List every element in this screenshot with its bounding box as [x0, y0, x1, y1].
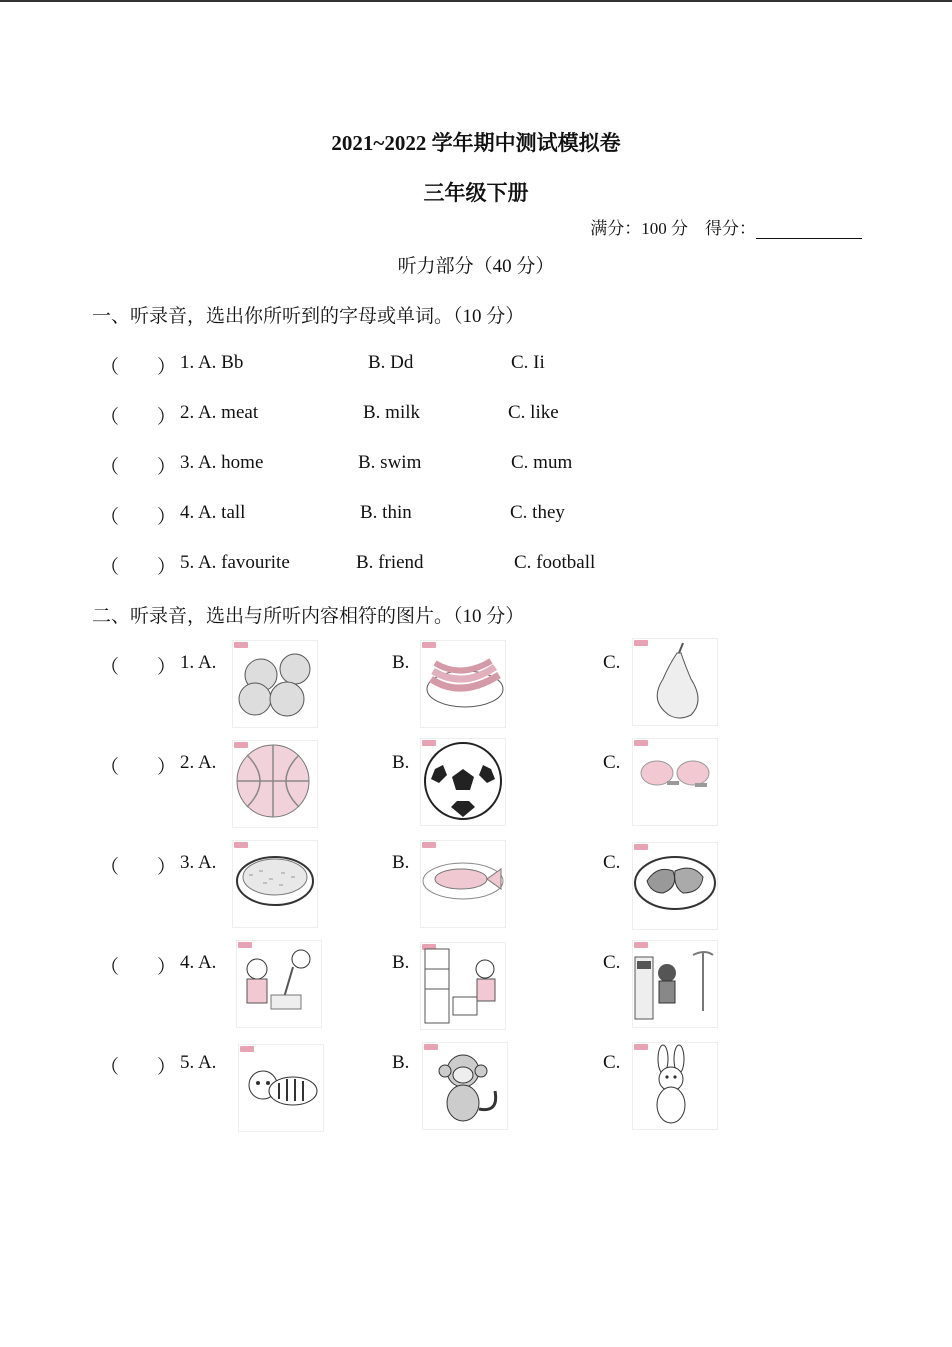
- girl-walking-icon[interactable]: [632, 940, 718, 1028]
- basketball-icon[interactable]: [232, 740, 318, 828]
- girl-shopping-icon[interactable]: [420, 942, 506, 1030]
- option-a: 4. A. tall: [180, 502, 246, 523]
- pear-icon[interactable]: [632, 638, 718, 726]
- football-icon[interactable]: [420, 738, 506, 826]
- answer-paren[interactable]: （ ）: [100, 357, 177, 378]
- monkey-icon[interactable]: [422, 1042, 508, 1130]
- listening-part-heading: 听力部分（40 分）: [397, 256, 555, 277]
- option-b: B. thin: [360, 502, 412, 523]
- option-c: C. they: [510, 502, 565, 523]
- answer-paren[interactable]: （ ）: [100, 507, 177, 528]
- meat-plate-icon[interactable]: [632, 842, 718, 930]
- option-a-label: 5. A.: [180, 1052, 217, 1073]
- option-b-label: B.: [392, 1052, 410, 1073]
- option-c: C. mum: [511, 452, 573, 473]
- answer-paren[interactable]: （ ）: [100, 757, 177, 778]
- ping-pong-icon[interactable]: [632, 738, 718, 826]
- score-line: [590, 214, 862, 239]
- rabbit-icon[interactable]: [632, 1042, 718, 1130]
- answer-paren[interactable]: （ ）: [100, 407, 177, 428]
- option-c-label: C.: [603, 1052, 621, 1073]
- option-b-label: B.: [392, 752, 410, 773]
- page-top-rule: [0, 0, 952, 2]
- option-c: C. football: [514, 552, 596, 573]
- option-c-label: C.: [603, 952, 621, 973]
- option-b-label: B.: [392, 652, 410, 673]
- option-c-label: C.: [603, 852, 621, 873]
- bananas-icon[interactable]: [420, 640, 506, 728]
- section2-heading: 二、听录音，选出与所听内容相符的图片。（10 分）: [92, 606, 525, 627]
- exam-title: 2021~2022 学年期中测试模拟卷: [331, 131, 621, 155]
- option-a-label: 2. A.: [180, 752, 217, 773]
- option-a: 1. A. Bb: [180, 352, 244, 373]
- option-b: B. swim: [358, 452, 422, 473]
- oranges-icon[interactable]: [232, 640, 318, 728]
- option-c-label: C.: [603, 752, 621, 773]
- answer-paren[interactable]: （ ）: [100, 657, 177, 678]
- option-b-label: B.: [392, 852, 410, 873]
- option-a: 2. A. meat: [180, 402, 259, 423]
- fish-plate-icon[interactable]: [420, 840, 506, 928]
- option-a-label: 1. A.: [180, 652, 217, 673]
- option-b: B. Dd: [368, 352, 414, 373]
- option-c: C. Ii: [511, 352, 545, 373]
- rice-bowl-icon[interactable]: [232, 840, 318, 928]
- option-b-label: B.: [392, 952, 410, 973]
- answer-paren[interactable]: （ ）: [100, 457, 177, 478]
- option-a: 3. A. home: [180, 452, 264, 473]
- answer-paren[interactable]: （ ）: [100, 957, 177, 978]
- section1-heading: 一、听录音，选出你所听到的字母或单词。（10 分）: [92, 306, 525, 327]
- option-b: B. friend: [356, 552, 424, 573]
- answer-paren[interactable]: （ ）: [100, 557, 177, 578]
- option-b: B. milk: [363, 402, 421, 423]
- option-c: C. like: [508, 402, 559, 423]
- grade-subtitle: 三年级下册: [423, 181, 529, 205]
- option-a-label: 3. A.: [180, 852, 217, 873]
- option-a: 5. A. favourite: [180, 552, 290, 573]
- girls-talking-icon[interactable]: [236, 940, 322, 1028]
- answer-paren[interactable]: （ ）: [100, 857, 177, 878]
- score-blank[interactable]: [756, 220, 862, 239]
- option-c-label: C.: [603, 652, 621, 673]
- score-label: 满分：100 分 得分：: [590, 219, 756, 238]
- answer-paren[interactable]: （ ）: [100, 1057, 177, 1078]
- option-a-label: 4. A.: [180, 952, 217, 973]
- tiger-icon[interactable]: [238, 1044, 324, 1132]
